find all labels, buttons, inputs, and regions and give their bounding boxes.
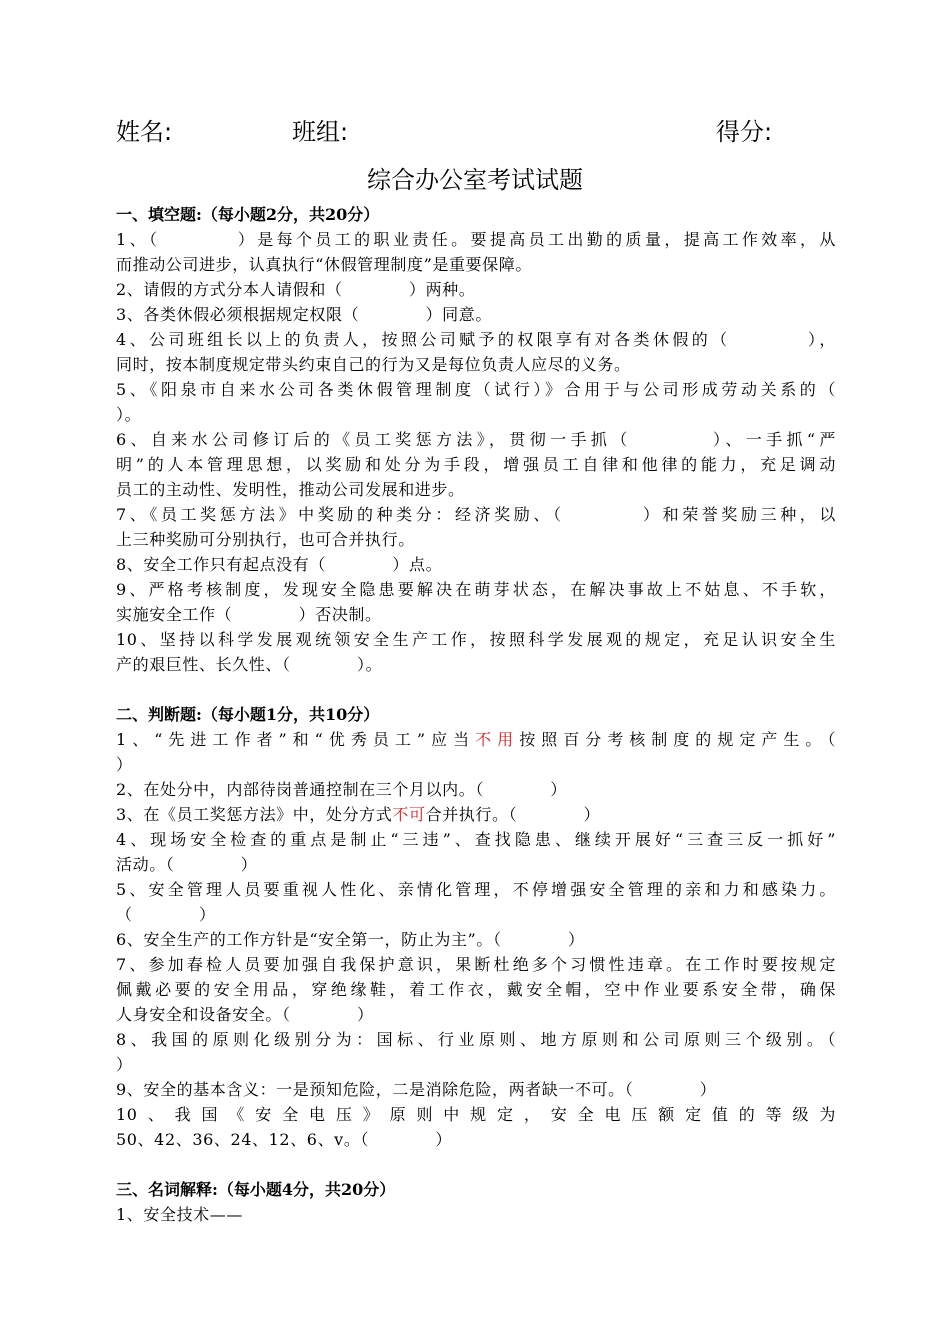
question-line: 5、安全管理人员要重视人性化、亲情化管理，不停增强安全管理的亲和力和感染力。 bbox=[116, 880, 836, 899]
exam-title: 综合办公室考试试题 bbox=[367, 166, 583, 194]
question-line: 活动。（ ） bbox=[116, 855, 258, 874]
question-line: 产的艰巨性、长久性、（ ）。 bbox=[116, 655, 383, 674]
question-text: 合并执行。（ ） bbox=[425, 805, 601, 824]
question-line: （ ） bbox=[116, 905, 216, 924]
question-line: 6、自来水公司修订后的《员工奖惩方法》，贯彻一手抓（ ）、一手抓“严 bbox=[116, 430, 836, 449]
question-line: 4、公司班组长以上的负责人，按照公司赋予的权限享有对各类休假的（ ）， bbox=[116, 330, 836, 349]
question-line: 3、各类休假必须根据规定权限（ ）同意。 bbox=[116, 305, 492, 324]
section-heading-fill-blank: 一、填空题:（每小题2分，共20分） bbox=[116, 205, 380, 224]
question-line: 9、安全的基本含义：一是预知危险，二是消除危险，两者缺一不可。（ ） bbox=[116, 1080, 717, 1099]
question-text: 按照百分考核制度的规定产生。（ bbox=[519, 730, 836, 749]
question-line: 员工的主动性、发明性，推动公司发展和进步。 bbox=[116, 480, 465, 499]
exam-header bbox=[0, 112, 950, 152]
section-gap bbox=[116, 1152, 836, 1177]
question-line: 1、（ ）是每个员工的职业责任。要提高员工出勤的质量，提高工作效率，从 bbox=[116, 230, 836, 249]
question-line bbox=[116, 802, 836, 827]
question-line: 8、我国的原则化级别分为：国标、行业原则、地方原则和公司原则三个级别。（ bbox=[116, 1030, 836, 1049]
question-line: 7、参加春检人员要加强自我保护意识，果断杜绝多个习惯性违章。在工作时要按规定 bbox=[116, 955, 836, 974]
question-line: 5、《阳泉市自来水公司各类休假管理制度（试行）》合用于与公司形成劳动关系的（ bbox=[116, 380, 836, 399]
question-line: 1、安全技术—— bbox=[116, 1205, 243, 1224]
question-line: 8、安全工作只有起点没有（ ）点。 bbox=[116, 555, 443, 574]
question-line bbox=[116, 727, 836, 752]
section-heading-true-false: 二、判断题:（每小题1分，共10分） bbox=[116, 705, 380, 724]
group-label: 班组: bbox=[292, 118, 349, 146]
exam-content bbox=[116, 202, 836, 1227]
question-line: 同时，按本制度规定带头约束自己的行为又是每位负责人应尽的义务。 bbox=[116, 355, 631, 374]
score-label: 得分: bbox=[716, 118, 773, 146]
question-line: 上三种奖励可分别执行，也可合并执行。 bbox=[116, 530, 415, 549]
question-text: 1、“先进工作者”和“优秀员工”应当 bbox=[116, 730, 476, 749]
highlighted-text: 不可 bbox=[392, 805, 426, 824]
question-line: ）。 bbox=[116, 405, 142, 424]
section-gap bbox=[116, 677, 836, 702]
question-line: 2、在处分中，内部待岗普通控制在三个月以内。（ ） bbox=[116, 780, 567, 799]
question-line: 10、坚持以科学发展观统领安全生产工作，按照科学发展观的规定，充足认识安全生 bbox=[116, 630, 836, 649]
section-heading-definitions: 三、名词解释:（每小题4分，共20分） bbox=[116, 1180, 396, 1199]
question-line: ） bbox=[116, 755, 133, 774]
question-line: ） bbox=[116, 1055, 133, 1074]
question-line: 4、现场安全检查的重点是制止“三违”、查找隐患、继续开展好“三查三反一抓好” bbox=[116, 830, 836, 849]
question-line: 2、请假的方式分本人请假和（ ）两种。 bbox=[116, 280, 476, 299]
question-line: 9、严格考核制度，发现安全隐患要解决在萌芽状态，在解决事故上不姑息、不手软， bbox=[116, 580, 836, 599]
question-line: 佩戴必要的安全用品，穿绝缘鞋，着工作衣，戴安全帽，空中作业要系安全带，确保 bbox=[116, 980, 836, 999]
question-line: 7、《员工奖惩方法》中奖励的种类分：经济奖励、（ ）和荣誉奖励三种，以 bbox=[116, 505, 836, 524]
question-line: 明”的人本管理思想，以奖励和处分为手段，增强员工自律和他律的能力，充足调动 bbox=[116, 455, 836, 474]
question-line: 6、安全生产的工作方针是“安全第一，防止为主”。（ ） bbox=[116, 930, 585, 949]
question-line: 实施安全工作（ ）否决制。 bbox=[116, 605, 382, 624]
question-text: 3、在《员工奖惩方法》中，处分方式 bbox=[116, 805, 393, 824]
question-line: 10、我国《安全电压》原则中规定，安全电压额定值的等级为 bbox=[116, 1105, 836, 1124]
highlighted-text: 不用 bbox=[475, 730, 520, 749]
question-line: 人身安全和设备安全。（ ） bbox=[116, 1005, 374, 1024]
question-line: 50、42、36、24、12、6、v。（ ） bbox=[116, 1130, 453, 1149]
name-label: 姓名: bbox=[116, 118, 173, 146]
question-line: 而推动公司进步，认真执行“休假管理制度”是重要保障。 bbox=[116, 255, 532, 274]
